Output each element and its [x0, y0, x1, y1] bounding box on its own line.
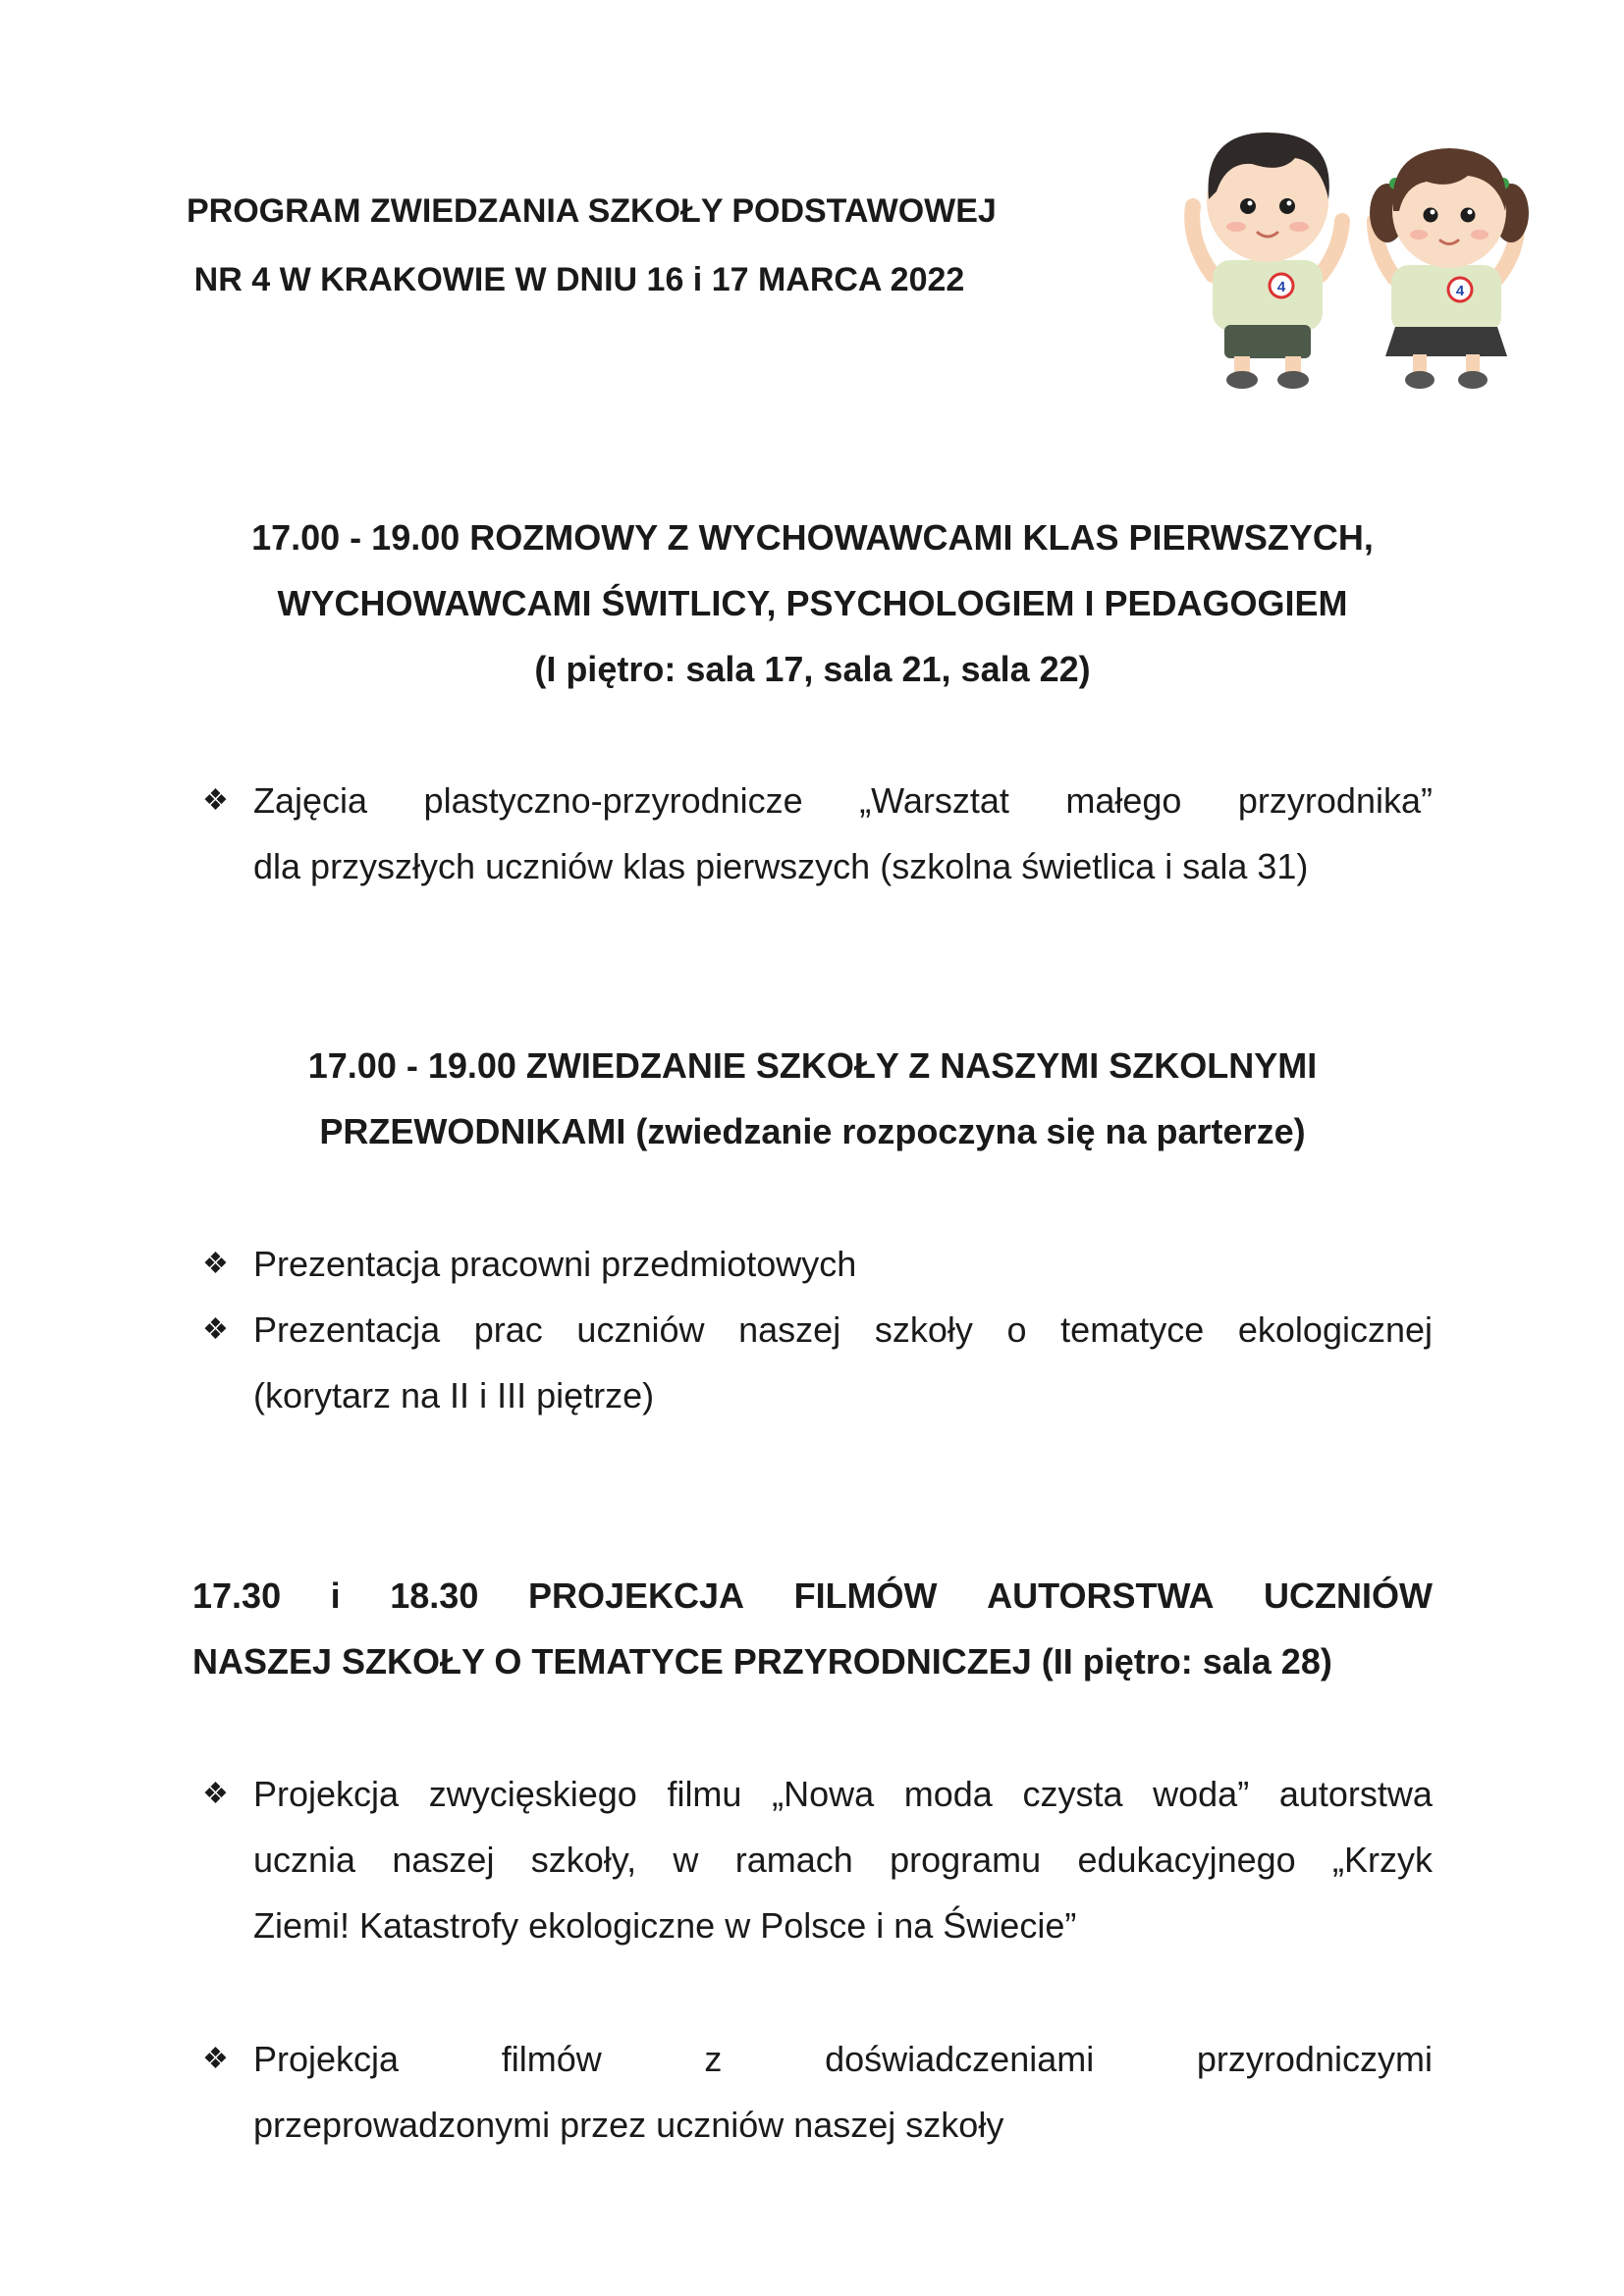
section-2-heading	[192, 1033, 1433, 1164]
section-1-heading	[192, 505, 1433, 702]
heading-word: UCZNIÓW	[1264, 1575, 1433, 1616]
bullet-line: dla przyszłych uczniów klas pierwszych (szkolna świetlica i sala 31)	[253, 846, 1309, 886]
bullet-word: plastyczno-przyrodnicze	[423, 780, 803, 821]
bullet-word: z	[704, 2039, 723, 2079]
heading-word: 17.30	[192, 1575, 282, 1616]
boy-badge-number: 4	[1276, 279, 1286, 295]
heading-word: AUTORSTWA	[987, 1575, 1215, 1616]
bullet-word: edukacyjnego	[1077, 1840, 1296, 1880]
bullet-word: w	[673, 1840, 699, 1880]
bullet-line: przeprowadzonymi przez uczniów naszej szkoły	[253, 2105, 1004, 2145]
section-1-heading-line-1: 17.00 - 19.00 ROZMOWY Z WYCHOWAWCAMI KLAS PIERWSZYCH,	[251, 517, 1374, 558]
bullet-word: Projekcja	[253, 1774, 400, 1814]
bullet-line	[253, 1761, 1433, 1827]
bullet-word: Zajęcia	[253, 780, 368, 821]
bullet-line	[253, 2026, 1433, 2092]
heading-word: i	[330, 1575, 341, 1616]
bullet-word: ramach	[734, 1840, 853, 1880]
heading-word: 18.30	[390, 1575, 479, 1616]
girl-badge-number: 4	[1455, 283, 1465, 299]
bullet-word: przyrodniczymi	[1196, 2039, 1433, 2079]
section-2-heading-line-2: PRZEWODNIKAMI (zwiedzanie rozpoczyna się na parterze)	[319, 1111, 1306, 1151]
diamond-bullet-icon: ❖	[202, 1313, 229, 1346]
bullet-word: autorstwa	[1278, 1774, 1433, 1814]
bullet-line	[253, 1297, 1433, 1362]
bullet-word: „Nowa	[772, 1774, 875, 1814]
bullet-line: Ziemi! Katastrofy ekologiczne w Polsce i na Świecie”	[253, 1905, 1077, 1946]
bullet-line	[253, 768, 1433, 833]
bullet-word: naszej	[392, 1840, 495, 1880]
bullet-word: szkoły,	[530, 1840, 637, 1880]
section-3-heading-line-1	[192, 1563, 1433, 1629]
school-children-mascot-icon	[1173, 103, 1537, 398]
boy-mascot	[1192, 133, 1342, 389]
diamond-bullet-icon: ❖	[202, 1248, 229, 1280]
bullet-word: prac	[473, 1309, 543, 1350]
bullet-word: Prezentacja	[253, 1309, 441, 1350]
bullet-word: ekologicznej	[1237, 1309, 1433, 1350]
bullet-line	[253, 1827, 1433, 1893]
page-title-line-1: PROGRAM ZWIEDZANIA SZKOŁY PODSTAWOWEJ	[187, 192, 997, 230]
bullet-line: Prezentacja pracowni przedmiotowych	[253, 1244, 857, 1284]
bullet-word: ucznia	[253, 1840, 356, 1880]
bullet-word: Projekcja	[253, 2039, 400, 2079]
bullet-word: filmów	[501, 2039, 602, 2079]
heading-word: PROJEKCJA	[527, 1575, 744, 1616]
bullet-word: szkoły	[874, 1309, 973, 1350]
bullet-line: (korytarz na II i III piętrze)	[253, 1375, 655, 1415]
bullet-word: małego	[1065, 780, 1182, 821]
bullet-word: „Krzyk	[1331, 1840, 1433, 1880]
section-3-heading-line-2: NASZEJ SZKOŁY O TEMATYCE PRZYRODNICZEJ (II piętro: sala 28)	[192, 1641, 1332, 1682]
section-2-heading-line-1: 17.00 - 19.00 ZWIEDZANIE SZKOŁY Z NASZYMI SZKOLNYMI	[307, 1045, 1318, 1086]
section-1-heading-line-3: (I piętro: sala 17, sala 21, sala 22)	[534, 649, 1091, 689]
bullet-word: czysta	[1022, 1774, 1123, 1814]
bullet-word: naszej	[738, 1309, 841, 1350]
bullet-word: doświadczeniami	[825, 2039, 1095, 2079]
girl-mascot	[1370, 148, 1529, 389]
page-title-line-2: NR 4 W KRAKOWIE W DNIU 16 i 17 MARCA 2022	[193, 261, 965, 298]
bullet-word: o	[1006, 1309, 1027, 1350]
diamond-bullet-icon: ❖	[202, 784, 229, 817]
bullet-word: programu	[890, 1840, 1042, 1880]
bullet-word: przyrodnika”	[1237, 780, 1433, 821]
bullet-word: woda”	[1153, 1774, 1250, 1814]
bullet-word: uczniów	[576, 1309, 705, 1350]
diamond-bullet-icon: ❖	[202, 2043, 229, 2075]
page-title	[187, 177, 997, 314]
heading-word: FILMÓW	[793, 1575, 938, 1616]
section-1-heading-line-2: WYCHOWAWCAMI ŚWITLICY, PSYCHOLOGIEM I PEDAGOGIEM	[277, 583, 1348, 623]
bullet-word: „Warsztat	[859, 780, 1009, 821]
bullet-word: filmu	[667, 1774, 742, 1814]
section-3-heading	[192, 1563, 1433, 1694]
bullet-word: moda	[903, 1774, 993, 1814]
bullet-word: zwycięskiego	[428, 1774, 637, 1814]
bullet-word: tematyce	[1060, 1309, 1205, 1350]
diamond-bullet-icon: ❖	[202, 1778, 229, 1810]
